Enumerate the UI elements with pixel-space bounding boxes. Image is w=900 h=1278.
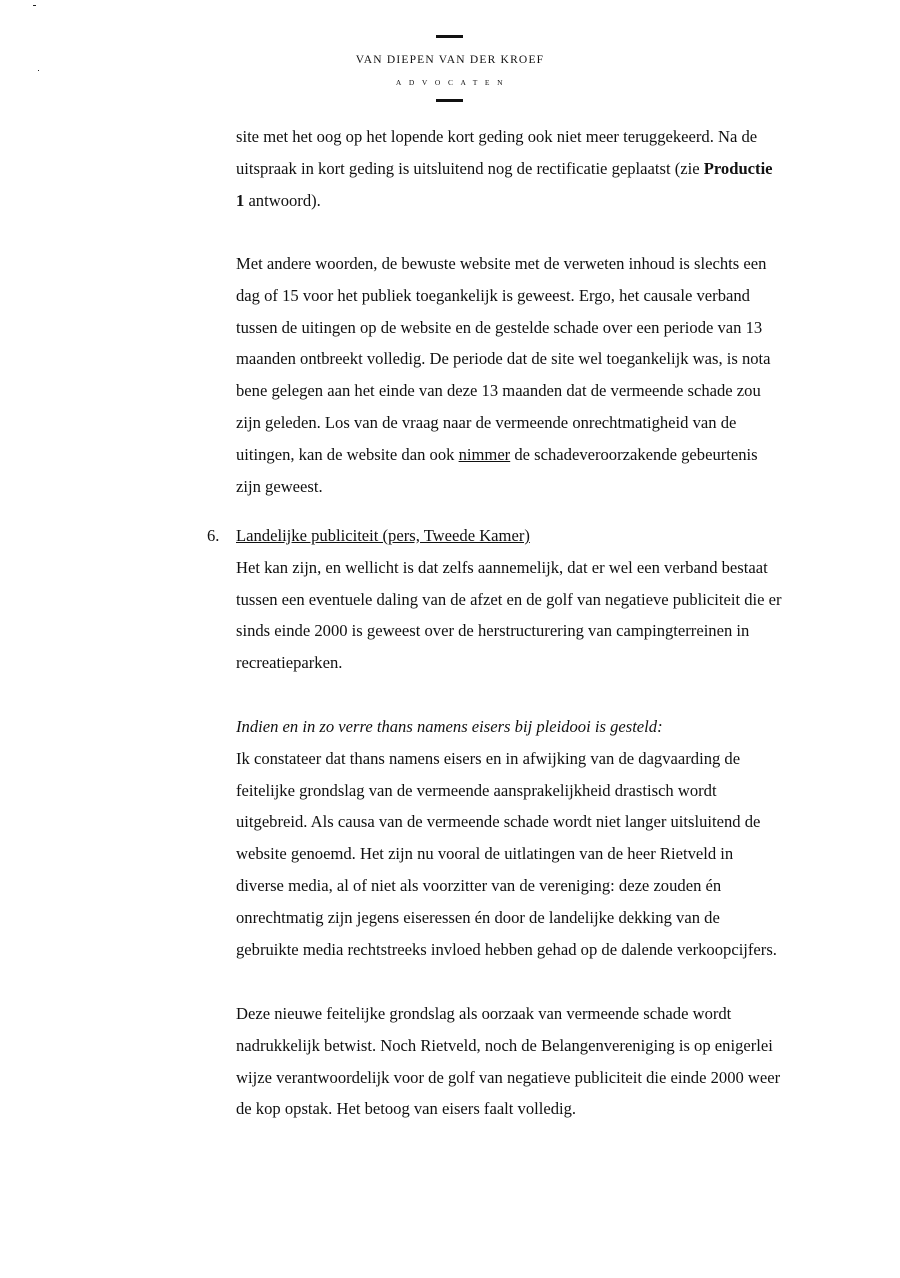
text-line: tussen een eventuele daling van de afzet en de golf van negatieve publiciteit die er [236, 589, 782, 609]
text-line: tussen de uitingen op de website en de gestelde schade over een periode van 13 [236, 317, 763, 337]
text-line: diverse media, al of niet als voorzitter van de vereniging: deze zouden én [236, 875, 722, 895]
text-run: uitingen, kan de website dan ook [236, 444, 459, 464]
text-line: wijze verantwoordelijk voor de golf van negatieve publiciteit die einde 2000 weer [236, 1067, 781, 1087]
text-line: zijn geleden. Los van de vraag naar de vermeende onrechtmatigheid van de [236, 412, 737, 432]
text-line [236, 439, 856, 471]
text-line: Ik constateer dat thans namens eisers en in afwijking van de dagvaarding de [236, 748, 741, 768]
text-line: de kop opstak. Het betoog van eisers faalt volledig. [236, 1099, 577, 1119]
text-line: bene gelegen aan het einde van deze 13 maanden dat de vermeende schade zou [236, 381, 761, 401]
text-line: uitgebreid. Als causa van de vermeende schade wordt niet langer uitsluitend de [236, 812, 761, 832]
text-line [236, 153, 856, 185]
scan-speck [33, 5, 36, 6]
text-line: gebruikte media rechtstreeks invloed hebben gehad op de dalende verkoopcijfers. [236, 939, 777, 959]
text-line [236, 185, 856, 217]
paragraph-website-causality [236, 248, 856, 502]
section-number: 6. [207, 526, 220, 545]
text-line: site met het oog op het lopende kort geding ook niet meer teruggekeerd. Na de [236, 127, 758, 146]
text-line: website genoemd. Het zijn nu vooral de uitlatingen van de heer Rietveld in [236, 844, 734, 864]
exhibit-reference: Productie [703, 158, 773, 178]
text-run: antwoord). [244, 190, 321, 210]
exhibit-reference-number: 1 [236, 190, 245, 210]
text-line: nadrukkelijk betwist. Noch Rietveld, noch de Belangenvereniging is op enigerlei [236, 1035, 773, 1055]
italic-intro: Indien en in zo verre thans namens eisers bij pleidooi is gesteld: [236, 717, 663, 736]
emphasized-word: nimmer [458, 444, 511, 464]
text-line: recreatieparken. [236, 653, 343, 673]
text-line: Met andere woorden, de bewuste website met de verweten inhoud is slechts een [236, 254, 767, 273]
text-run: uitspraak in kort geding is uitsluitend nog de rectificatie geplaatst (zie [236, 158, 704, 178]
paragraph-conclusion [236, 998, 856, 1125]
letterhead-rule-bottom [436, 99, 463, 102]
text-line: Deze nieuwe feitelijke grondslag als oorzaak van vermeende schade wordt [236, 1004, 732, 1023]
text-line: Het kan zijn, en wellicht is dat zelfs aannemelijk, dat er wel een verband bestaat [236, 557, 768, 577]
text-line: feitelijke grondslag van de vermeende aansprakelijkheid drastisch wordt [236, 780, 717, 800]
text-line: zijn geweest. [236, 476, 323, 496]
letterhead-rule-top [436, 35, 463, 38]
text-line: onrechtmatig zijn jegens eiseressen én door de landelijke dekking van de [236, 907, 720, 927]
section-6 [207, 520, 856, 679]
section-heading: Landelijke publiciteit (pers, Tweede Kamer) [236, 526, 530, 545]
text-run: de schadeveroorzakende gebeurtenis [510, 444, 758, 464]
paragraph-continuation [236, 121, 856, 216]
firm-name: VAN DIEPEN VAN DER KROEF [355, 54, 545, 66]
text-line: maanden ontbreekt volledig. De periode dat de site wel toegankelijk was, is nota [236, 349, 771, 369]
scan-speck [38, 70, 39, 71]
firm-subtitle: ADVOCATEN [395, 78, 511, 87]
text-line: dag of 15 voor het publiek toegankelijk is geweest. Ergo, het causale verband [236, 285, 750, 305]
text-line: sinds einde 2000 is geweest over de herstructurering van campingterreinen in [236, 621, 750, 641]
paragraph-pleading [236, 711, 856, 965]
